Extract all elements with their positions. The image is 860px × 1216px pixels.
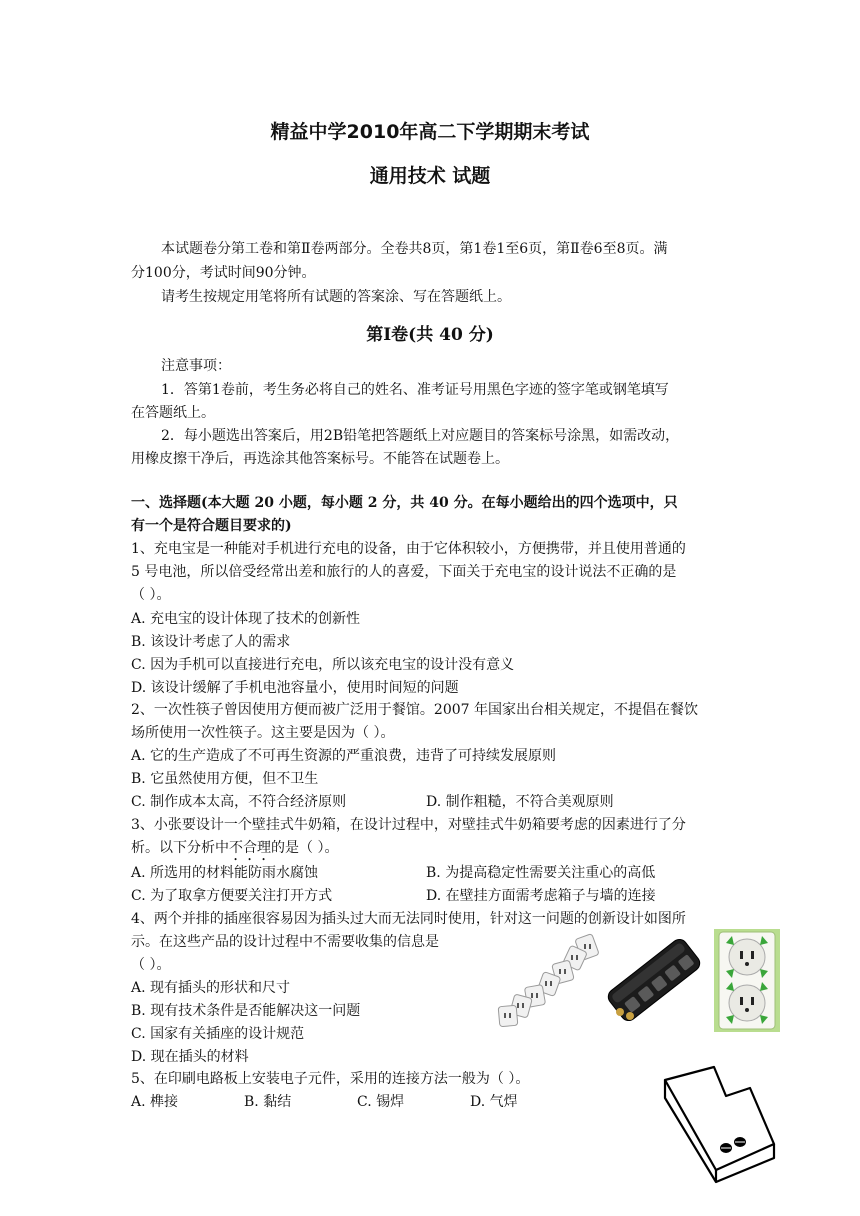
emphasis-text: 不合理 (229, 840, 271, 856)
option-a: A. 所选用的材料能防雨水腐蚀 (131, 865, 319, 881)
option-c: C. 锡焊 (357, 1094, 405, 1110)
question-4: 示。在这些产品的设计过程中不需要收集的信息是 (131, 934, 439, 950)
part-heading: 有一个是符合题目要求的) (131, 518, 292, 534)
page-title: 精益中学2010年高二下学期期末考试 (270, 121, 590, 143)
question-3-text: 的是（ ）。 (271, 840, 339, 856)
option-d: D. 现在插头的材料 (131, 1049, 249, 1065)
question-1: 1、充电宝是一种能对手机进行充电的设备，由于它体积较小，方便携带，并且使用普通的 (131, 541, 686, 557)
option-a: A. 榫接 (131, 1094, 179, 1110)
section-heading: 第Ⅰ卷(共 40 分) (366, 325, 494, 345)
notice-item: 用橡皮擦干净后，再选涂其他答案标号。不能答在试题卷上。 (131, 451, 509, 467)
option-d: D. 该设计缓解了手机电池容量小，使用时间短的问题 (131, 680, 459, 696)
option-c: C. 因为手机可以直接进行充电，所以该充电宝的设计没有意义 (131, 657, 515, 673)
option-d: D. 制作粗糙，不符合美观原则 (426, 794, 614, 810)
l-shaped-block-diagram (660, 1062, 782, 1184)
intro-line: 请考生按规定用笔将所有试题的答案涂、写在答题纸上。 (161, 289, 511, 305)
question-1: 5 号电池，所以倍受经常出差和旅行的人的喜爱，下面关于充电宝的设计说法不正确的是 (131, 564, 677, 580)
option-a: A. 现有插头的形状和尺寸 (131, 980, 291, 996)
intro-line: 分100分，考试时间90分钟。 (131, 265, 316, 281)
option-c: C. 为了取拿方便要关注打开方式 (131, 888, 333, 904)
rotating-wall-outlet-image (714, 929, 780, 1032)
notice-item: 2．每小题选出答案后，用2B铅笔把答题纸上对应题目的答案标号涂黑，如需改动， (161, 428, 680, 444)
question-4: （ ）。 (131, 957, 171, 973)
option-b: B. 黏结 (244, 1094, 292, 1110)
question-3 (131, 837, 338, 864)
question-2: 场所使用一次性筷子。这主要是因为（ ）。 (131, 725, 395, 741)
intro-line: 本试题卷分第工卷和第Ⅱ卷两部分。全卷共8页，第1卷1至6页，第Ⅱ卷6至8页。满 (161, 241, 668, 257)
option-b: B. 现有技术条件是否能解决这一问题 (131, 1003, 361, 1019)
option-d: D. 气焊 (470, 1094, 518, 1110)
question-1: （ ）。 (131, 587, 171, 603)
notice-item: 在答题纸上。 (131, 405, 215, 421)
question-3-text: 析。以下分析中 (131, 840, 229, 856)
option-b: B. 该设计考虑了人的需求 (131, 634, 291, 650)
option-b: B. 为提高稳定性需要关注重心的高低 (426, 865, 656, 881)
notice-item: 1．答第1卷前，考生务必将自己的姓名、准考证号用黑色字迹的签字笔或钢笔填写 (161, 382, 669, 398)
question-2: 2、一次性筷子曾因使用方便而被广泛用于餐馆。2007 年国家出台相关规定，不提倡在餐饮 (131, 702, 698, 718)
question-5: 5、在印刷电路板上安装电子元件，采用的连接方法一般为（ ）。 (131, 1071, 530, 1087)
option-a: A. 充电宝的设计体现了技术的创新性 (131, 611, 361, 627)
option-c: C. 制作成本太高，不符合经济原则 (131, 794, 347, 810)
option-b: B. 它虽然使用方便，但不卫生 (131, 771, 319, 787)
rotating-power-strip-image (494, 932, 602, 1032)
question-3: 3、小张要设计一个壁挂式牛奶箱，在设计过程中，对壁挂式牛奶箱要考虑的因素进行了分 (131, 817, 686, 833)
question-4: 4、两个并排的插座很容易因为插头过大而无法同时使用，针对这一问题的创新设计如图所 (131, 911, 686, 927)
black-power-strip-image (600, 930, 708, 1030)
option-a: A. 它的生产造成了不可再生资源的严重浪费，违背了可持续发展原则 (131, 748, 557, 764)
option-d: D. 在壁挂方面需考虑箱子与墙的连接 (426, 888, 656, 904)
page-subtitle: 通用技术 试题 (369, 165, 491, 187)
option-c: C. 国家有关插座的设计规范 (131, 1026, 305, 1042)
part-heading: 一、选择题(本大题 20 小题，每小题 2 分，共 40 分。在每小题给出的四个选项中，只 (131, 495, 678, 511)
notice-label: 注意事项： (161, 358, 231, 374)
